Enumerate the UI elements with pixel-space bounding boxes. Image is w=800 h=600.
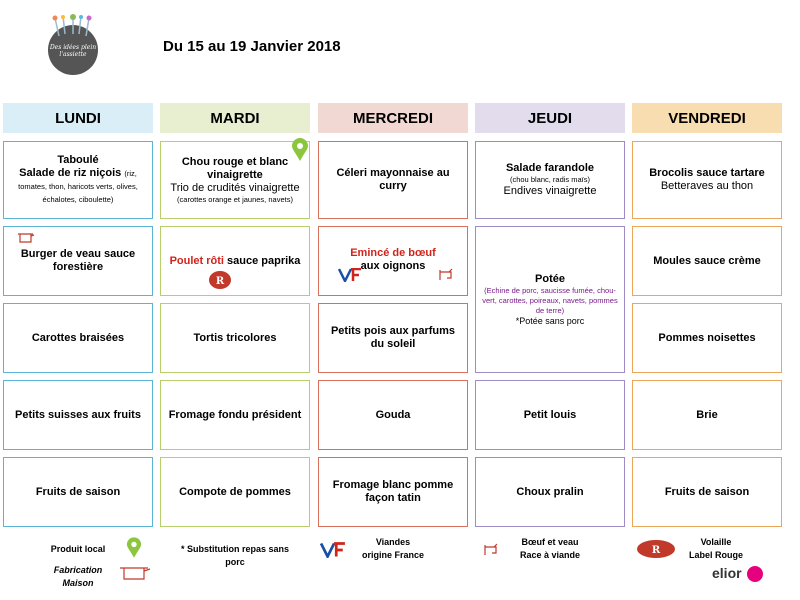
map-pin-icon [291,138,309,162]
dish-name: Fruits de saison [35,485,121,498]
mardi-entree [160,141,310,219]
legend-maison: Fabrication Maison [53,565,103,588]
cow-icon [438,268,454,282]
header-vendredi: VENDREDI [632,103,782,133]
jeudi-laitage [475,380,625,450]
dish-name: Poulet rôti [169,255,224,267]
vf-logo-icon [320,542,346,558]
vendredi-dessert [632,457,782,527]
mardi-plat [160,226,310,296]
legend-race-line2: Race à viande [519,550,581,560]
dish-name: Salade farandole [505,162,595,174]
legend-volaille-line2: Label Rouge [688,550,743,560]
lundi-entree [3,141,153,219]
label-rouge-icon [636,539,676,559]
dish-name: Endives vinaigrette [503,185,597,197]
page-title: Du 15 au 19 Janvier 2018 [163,38,341,55]
dish-name: Potée [535,273,565,285]
dish-name: Compote de pommes [179,485,291,498]
dish-name: aux oignons [360,260,426,272]
header-mercredi: MERCREDI [318,103,468,133]
dish-name: Brocolis sauce tartare [649,167,765,179]
vendredi-accompagnement [632,303,782,373]
dish-name: Tortis tricolores [193,331,277,344]
legend-race [510,536,590,562]
svg-text:R: R [215,276,225,287]
dish-name: Carottes braisées [31,331,125,344]
dish-name: Gouda [375,408,411,421]
dish-name: Burger de veau sauce forestière [20,248,136,273]
elior-swirl-icon [747,566,763,582]
dish-name: Salade de riz niçois [19,167,122,179]
jeudi-plat [475,226,625,373]
map-pin-icon [126,537,142,559]
dish-name: Petits suisses aux fruits [15,408,141,421]
legend-substitution: * Substitution repas sans porc [180,544,290,567]
mercredi-accompagnement [318,303,468,373]
header-lundi: LUNDI [3,103,153,133]
mercredi-plat [318,226,468,296]
dish-name: Trio de crudités vinaigrette [170,181,300,194]
mardi-laitage [160,380,310,450]
header-jeudi: JEUDI [475,103,625,133]
svg-text:R: R [651,545,661,556]
dish-detail: (carottes orange et jaunes, navets) [177,194,293,204]
dish-name: Emincé de bœuf [350,247,436,259]
dish-name: Betteraves au thon [660,180,754,192]
elior-logo [712,565,763,582]
legend-volaille [686,536,746,562]
dish-name: Pommes noisettes [658,331,756,344]
dish-name: Brie [696,408,718,421]
vendredi-entree [632,141,782,219]
dish-substitution: *Potée sans porc [515,316,585,326]
dish-name: Chou rouge et blanc vinaigrette [181,155,289,181]
dish-name: Petits pois aux parfums du soleil [330,325,456,350]
mardi-dessert [160,457,310,527]
dish-detail: (chou blanc, radis maïs) [509,175,591,184]
dish-name: Taboulé [57,154,99,166]
lundi-dessert [3,457,153,527]
legend-volaille-line1: Volaille [700,537,732,547]
mercredi-dessert [318,457,468,527]
legend-vf [356,536,430,562]
vendredi-plat [632,226,782,296]
pot-icon [17,230,35,244]
legend-race-line1: Bœuf et veau [521,537,579,547]
header-mardi: MARDI [160,103,310,133]
logo-text: Des idées plein l'assiette [49,44,97,58]
jeudi-dessert [475,457,625,527]
dish-name: Fruits de saison [664,485,750,498]
lundi-accompagnement [3,303,153,373]
mercredi-entree [318,141,468,219]
mercredi-laitage [318,380,468,450]
legend-vf-line1: Viandes [375,537,411,547]
legend-vf-line2: origine France [361,550,424,560]
lundi-laitage [3,380,153,450]
dish-name: Fromage blanc pomme façon tatin [332,479,454,504]
vf-logo-icon [338,268,362,282]
pot-icon [118,562,152,582]
dish-name: Choux pralin [516,485,584,498]
cow-icon [483,543,499,557]
dish-detail: (Echine de porc, saucisse fumée, chou-vert, carottes, poireaux, navets, pommes de terre) [482,286,618,315]
vendredi-laitage [632,380,782,450]
elior-logo-text: elior [712,565,742,581]
legend-local: Produit local [50,544,106,554]
dish-detail: (riz, tomates, thon, haricots verts, olives, échalotes, ciboulette) [18,169,138,204]
dish-name: Moules sauce crème [653,254,761,267]
jeudi-entree [475,141,625,219]
dish-name: Céleri mayonnaise au curry [336,167,450,192]
dish-name: Petit louis [523,408,577,421]
brand-logo [41,14,105,76]
label-rouge-icon [208,270,232,290]
mardi-accompagnement [160,303,310,373]
dish-name: Fromage fondu président [168,408,302,421]
dish-name: sauce paprika [223,255,301,267]
